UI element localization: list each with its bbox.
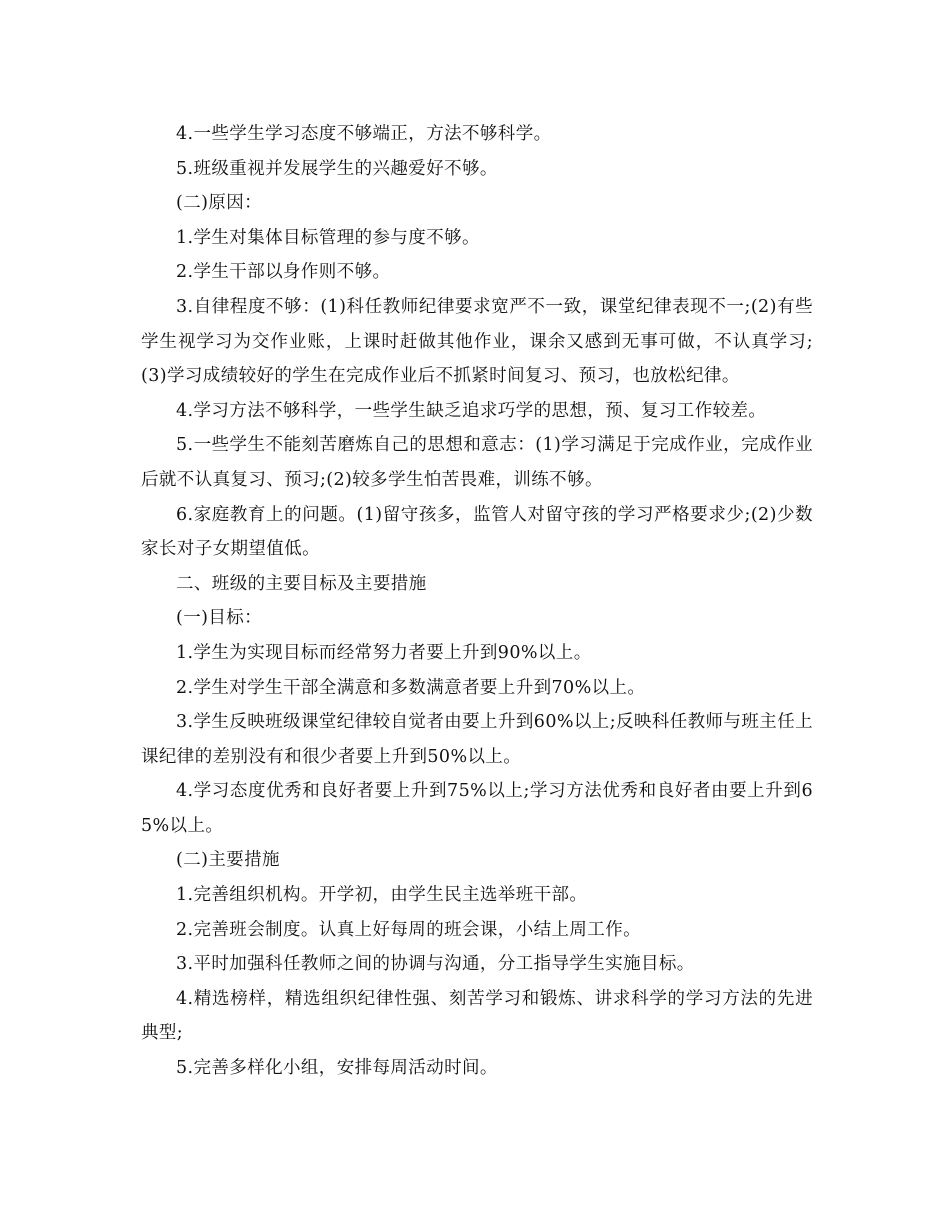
paragraph: 4.一些学生学习态度不够端正，方法不够科学。	[176, 124, 552, 144]
section-heading: (二)原因：	[176, 193, 263, 214]
section-heading: (二)主要措施	[176, 850, 280, 871]
document-body	[141, 117, 813, 1086]
paragraph: 2.学生干部以身作则不够。	[176, 262, 391, 283]
section-heading: (一)目标：	[176, 608, 263, 629]
section-heading: 二、班级的主要目标及主要措施	[176, 573, 427, 594]
paragraph: 6.家庭教育上的问题。(1)留守孩多，监管人对留守孩的学习严格要求少;(2)少数家长对子女期望值低。	[141, 504, 813, 560]
paragraph: 1.学生对集体目标管理的参与度不够。	[176, 227, 480, 248]
paragraph: 1.学生为实现目标而经常努力者要上升到90%以上。	[176, 642, 592, 663]
paragraph: 2.完善班会制度。认真上好每周的班会课，小结上周工作。	[176, 919, 641, 940]
paragraph: 3.自律程度不够：(1)科任教师纪律要求宽严不一致，课堂纪律表现不一;(2)有些学生视学习为交作业账，上课时赶做其他作业，课余又感到无事可做，不认真学习;(3)学习成绩较好的学生在完成作业后不抓紧时间复习、预习，也放松纪律。	[141, 296, 813, 387]
paragraph: 4.精选榜样，精选组织纪律性强、刻苦学习和锻炼、讲求科学的学习方法的先进典型;	[141, 988, 813, 1044]
paragraph: 1.完善组织机构。开学初，由学生民主选举班干部。	[176, 885, 588, 906]
paragraph: 5.班级重视并发展学生的兴趣爱好不够。	[176, 158, 498, 179]
paragraph: 3.学生反映班级课堂纪律较自觉者由要上升到60%以上;反映科任教师与班主任上课纪律的差别没有和很少者要上升到50%以上。	[141, 712, 813, 767]
paragraph: 3.平时加强科任教师之间的协调与沟通，分工指导学生实施目标。	[176, 954, 695, 975]
paragraph: 5.一些学生不能刻苦磨炼自己的思想和意志：(1)学习满足于完成作业，完成作业后就不认真复习、预习;(2)较多学生怕苦畏难，训练不够。	[141, 435, 813, 490]
paragraph: 4.学习态度优秀和良好者要上升到75%以上;学习方法优秀和良好者由要上升到65%以上。	[141, 781, 813, 836]
paragraph: 5.完善多样化小组，安排每周活动时间。	[176, 1058, 498, 1079]
paragraph: 4.学习方法不够科学，一些学生缺乏追求巧学的思想，预、复习工作较差。	[176, 400, 767, 421]
paragraph: 2.学生对学生干部全满意和多数满意者要上升到70%以上。	[176, 677, 646, 698]
